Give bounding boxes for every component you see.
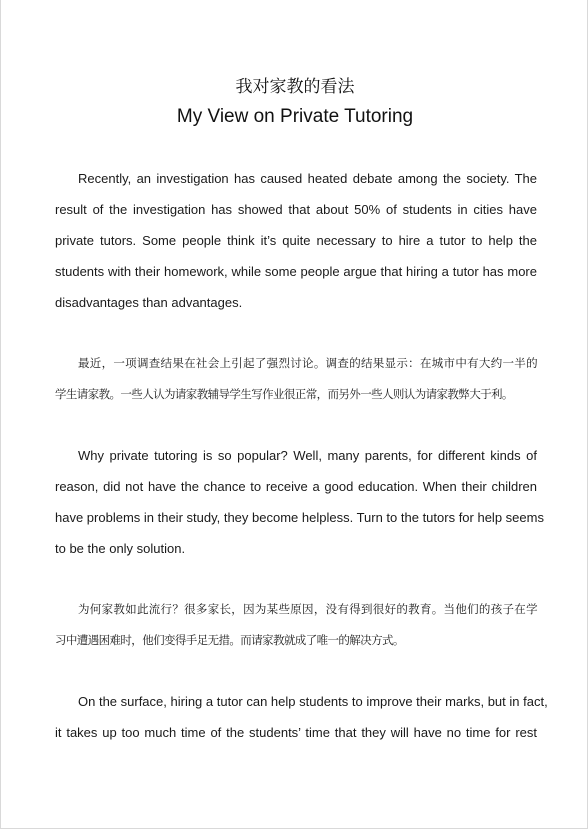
paragraph-line: On the surface, hiring a tutor can help students to improve their marks, but in fact, — [78, 694, 548, 709]
paragraph-line: disadvantages than advantages. — [55, 295, 243, 310]
paragraph-line: students with their homework, while some people argue that hiring a tutor has more — [55, 264, 537, 279]
paragraph-2-cn — [55, 348, 537, 410]
paragraph-line: 最近，一项调查结果在社会上引起了强烈讨论。调查的结果显示：在城市中有大约一半的 — [78, 356, 537, 370]
paragraph-5-en — [55, 686, 548, 748]
paragraph-line: reason, did not have the chance to receive a good education. When their children — [55, 479, 537, 494]
paragraph-line: 学生请家教。一些人认为请家教辅导学生写作业很正常，而另外一些人则认为请家教弊大于利。 — [55, 387, 513, 401]
paragraph-line: Why private tutoring is so popular? Well, many parents, for different kinds of — [78, 448, 537, 463]
paragraph-3-en — [55, 440, 544, 564]
paragraph-line: it takes up too much time of the students’ time that they will have no time for rest — [55, 725, 537, 740]
paragraph-line: result of the investigation has showed that about 50% of students in cities have — [55, 202, 537, 217]
paragraph-line: 习中遭遇困难时，他们变得手足无措。而请家教就成了唯一的解决方式。 — [55, 633, 404, 647]
paragraph-line: have problems in their study, they become helpless. Turn to the tutors for help seems — [55, 510, 544, 525]
paragraph-line: 为何家教如此流行？很多家长，因为某些原因，没有得到很好的教育。当他们的孩子在学 — [78, 602, 537, 616]
paragraph-4-cn — [55, 594, 537, 656]
title-english: My View on Private Tutoring — [176, 106, 414, 127]
title-chinese: 我对家教的看法 — [235, 77, 355, 97]
paragraph-line: Recently, an investigation has caused heated debate among the society. The — [78, 171, 537, 186]
paragraph-1-en — [55, 163, 537, 318]
paragraph-line: to be the only solution. — [55, 541, 186, 556]
paragraph-line: private tutors. Some people think it’s quite necessary to hire a tutor to help the — [55, 233, 537, 248]
